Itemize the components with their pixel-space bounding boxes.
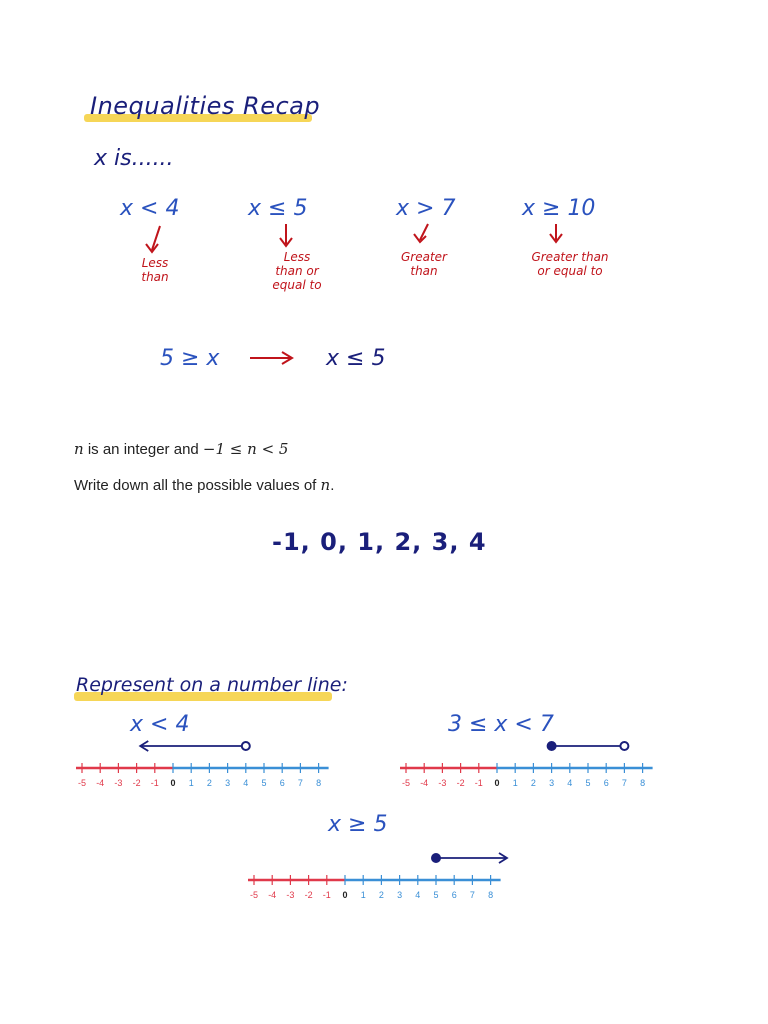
tick-label: -2 <box>132 778 141 788</box>
tick-label: -3 <box>286 890 295 900</box>
open-circle <box>620 742 628 750</box>
tick-label: 6 <box>451 890 457 900</box>
tick-label: -4 <box>96 778 105 788</box>
tick-label: -3 <box>114 778 123 788</box>
arrow-right-icon <box>250 352 292 364</box>
tick-label: 1 <box>512 778 518 788</box>
tick-label: -3 <box>438 778 447 788</box>
tick-label: 6 <box>603 778 609 788</box>
note-line: Less <box>141 256 169 270</box>
flip-example-right: x ≤ 5 <box>326 346 386 371</box>
inequality-less-than: x < 4 <box>120 196 180 221</box>
tick-label: -4 <box>268 890 277 900</box>
question-punctuation: . <box>330 477 335 494</box>
number-line-label-3: x ≥ 5 <box>328 812 388 837</box>
tick-label: 8 <box>488 890 494 900</box>
note-line: than or <box>275 264 319 278</box>
question-text: is an integer and <box>83 441 203 458</box>
tick-label: -1 <box>322 890 331 900</box>
note-line: Less <box>283 250 311 264</box>
tick-label: 5 <box>261 778 267 788</box>
tick-label: 8 <box>316 778 322 788</box>
tick-label: 3 <box>397 890 403 900</box>
number-line-label-1: x < 4 <box>130 712 190 737</box>
tick-label: 3 <box>549 778 555 788</box>
inequality-less-equal: x ≤ 5 <box>248 196 308 221</box>
tick-label: 1 <box>188 778 194 788</box>
closed-circle <box>548 742 556 750</box>
flip-example-left: 5 ≥ x <box>160 346 220 371</box>
tick-label: 2 <box>206 778 212 788</box>
question-text: Write down all the possible values of <box>74 477 321 494</box>
tick-label: -1 <box>474 778 483 788</box>
red-arrows <box>146 224 562 252</box>
inequality-greater-equal: x ≥ 10 <box>522 196 596 221</box>
tick-label: 7 <box>297 778 303 788</box>
note-line: than <box>410 264 438 278</box>
represent-heading: Represent on a number line: <box>76 674 348 696</box>
tick-label: 5 <box>585 778 591 788</box>
x-is-label: x is...... <box>94 146 174 171</box>
tick-label: -1 <box>150 778 159 788</box>
tick-label: 5 <box>433 890 439 900</box>
inequality-greater-than: x > 7 <box>396 196 456 221</box>
note-line: Greater than <box>531 250 609 264</box>
tick-label: 7 <box>469 890 475 900</box>
tick-label: -5 <box>401 778 411 788</box>
tick-label: -5 <box>249 890 259 900</box>
page-title: Inequalities Recap <box>90 92 321 120</box>
tick-label: 4 <box>567 778 573 788</box>
tick-label: -2 <box>304 890 313 900</box>
tick-label: 1 <box>360 890 366 900</box>
variable-n: n <box>74 440 84 458</box>
tick-label: 2 <box>378 890 384 900</box>
tick-label: 4 <box>243 778 249 788</box>
number-line-1 <box>76 741 329 788</box>
question-math: −1 ≤ n < 5 <box>202 440 289 458</box>
tick-label: 4 <box>415 890 421 900</box>
open-circle <box>242 742 250 750</box>
tick-label: -2 <box>456 778 465 788</box>
tick-label: 3 <box>225 778 231 788</box>
tick-label: -4 <box>420 778 429 788</box>
note-line: Greater <box>401 250 447 264</box>
tick-label: 6 <box>279 778 285 788</box>
tick-label: 0 <box>170 778 176 788</box>
tick-label: 0 <box>342 890 348 900</box>
note-line: than <box>141 270 169 284</box>
note-line: or equal to <box>537 264 603 278</box>
tick-label: 7 <box>621 778 627 788</box>
answer-values: -1, 0, 1, 2, 3, 4 <box>272 528 487 556</box>
note-line: equal to <box>272 278 322 292</box>
tick-label: -5 <box>77 778 87 788</box>
closed-circle <box>432 854 440 862</box>
number-line-label-2: 3 ≤ x < 7 <box>448 712 554 737</box>
number-line-2 <box>400 742 653 788</box>
variable-n: n <box>320 476 331 494</box>
tick-label: 8 <box>640 778 646 788</box>
tick-label: 0 <box>494 778 500 788</box>
number-line-3 <box>248 853 507 900</box>
tick-label: 2 <box>530 778 536 788</box>
